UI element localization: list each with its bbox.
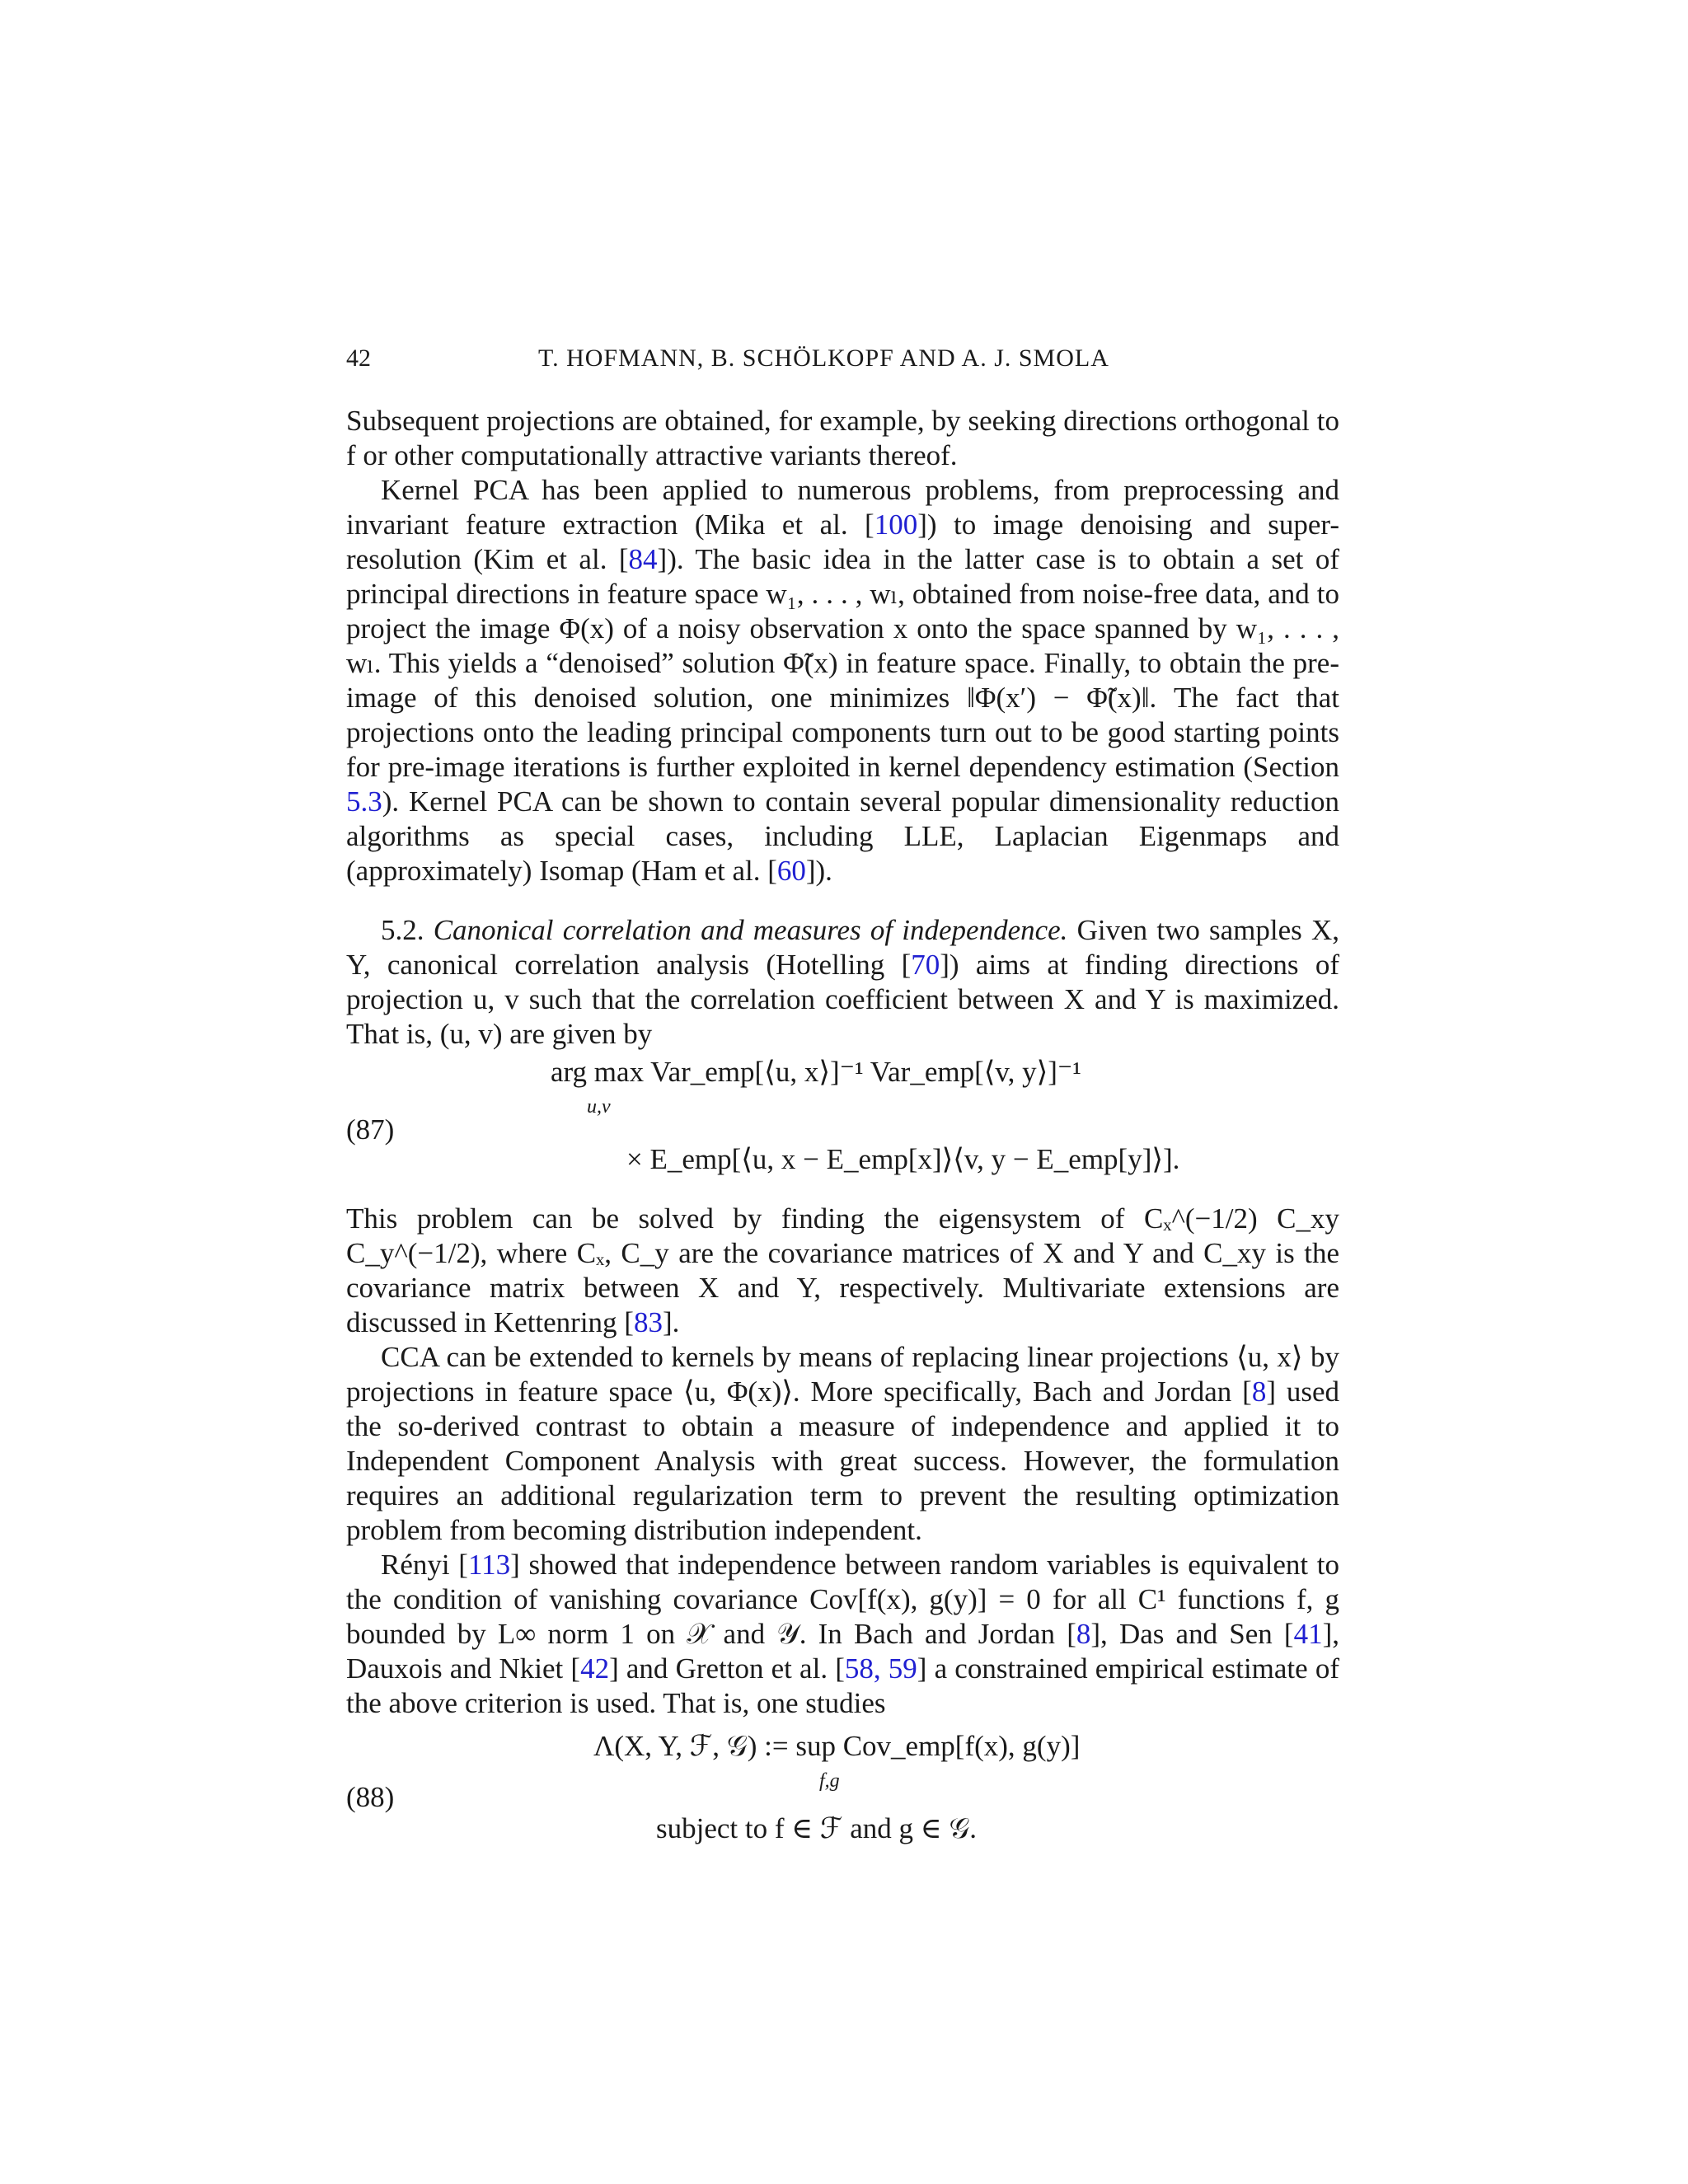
citation-link[interactable]: 41 [1293,1618,1323,1650]
text-span: ] used the so-derived contrast to obtain a measure of independence and applied it to Independent Component Analysis with great success. However, the formulation requires an additional regularization term to prevent the resulting optimization problem from becoming distribution independent. [346,1376,1340,1546]
citation-link[interactable]: 58, 59 [844,1652,917,1685]
text-span: ] and Gretton et al. [ [609,1652,845,1685]
citation-link[interactable]: 83 [633,1306,663,1338]
equation-line-1: Λ(X, Y, ℱ, 𝒢) := sup Cov_emp[f(x), g(y)] [593,1730,1081,1762]
citation-link[interactable]: 60 [776,855,806,887]
page-number: 42 [346,344,371,372]
citation-link[interactable]: 100 [874,509,918,541]
text-span: ]). The basic idea in the latter case is to obtain a set of principal directions in feature space w₁, . . . , wₗ, obtained from noise-free data, and to project the image Φ(x) of a noisy observation x onto the space spanned by w₁, . . . , wₗ. This yields a “denoised” solution Φ̃(x) in feature space. Finally, to obtain the pre-image of this denoised solution, one minimizes ‖Φ(x′) − Φ̃(x)‖. The fact that projections onto the leading principal components turn out to be good starting points for pre-image iterations is further exploited in kernel dependency estimation (Section [346,543,1339,783]
text-span: ]). [805,855,832,887]
text-span: ] a constrained empirical estimate of the above criterion is used. That is, one studies [346,1652,1340,1719]
equation-subscript: u,v [587,1096,611,1118]
text-span: ] showed that independence between random variables is equivalent to the condition of vanishing covariance Cov[f(x), g(y)] = 0 for all C¹ functions f, g bounded by L∞ norm 1 on 𝒳 and 𝒴. In Bach and Jordan [ [346,1549,1339,1650]
text-span: ). Kernel PCA can be shown to contain several popular dimensionality reduction algorithms as special cases, including LLE, Laplacian Eigenmaps and (approximately) Isomap (Ham et al. [ [346,785,1339,887]
text-span: ], Das and Sen [ [1090,1618,1294,1650]
text-span: Given two samples X, Y, canonical correlation analysis (Hotelling [ [346,914,1339,981]
section-link[interactable]: 5.3 [346,785,382,818]
section-title: Canonical correlation and measures of independence. [433,914,1068,946]
text-span: ]) to image denoising and super-resolution (Kim et al. [ [346,509,1339,575]
page-header [346,344,1339,377]
equation-88 [346,1729,1339,1853]
text-span: Kernel PCA has been applied to numerous problems, from preprocessing and invariant feature extraction (Mika et al. [ [346,474,1339,541]
paragraph-subsequent-projections: Subsequent projections are obtained, for example, by seeking directions orthogonal to f or other computationally attractive variants thereof. [346,405,1339,471]
text-span: Rényi [ [381,1549,468,1581]
citation-link[interactable]: 42 [580,1652,610,1685]
equation-number: (88) [346,1781,395,1813]
text-span: CCA can be extended to kernels by means of replacing linear projections ⟨u, x⟩ by projections in feature space ⟨u, Φ(x)⟩. More specifically, Bach and Jordan [ [346,1341,1339,1408]
paragraph-kernel-pca [346,473,1339,888]
text-span: This problem can be solved by finding the eigensystem of Cₓ^(−1/2) C_xy C_y^(−1/2), where Cₓ, C_y are the covariance matrices of X and Y and C_xy is the covariance matrix between X and Y, respectively. Multivariate extensions are discussed in Kettenring [ [346,1202,1339,1338]
body-text [346,404,1339,1858]
text-span: ], Dauxois and Nkiet [ [346,1618,1339,1685]
paragraph-cca-kernels [346,1340,1339,1548]
paragraph-eigensystem [346,1202,1339,1340]
citation-link[interactable]: 113 [467,1549,511,1581]
equation-87 [346,1055,1339,1197]
equation-line-2: subject to f ∈ ℱ and g ∈ 𝒢. [656,1812,978,1844]
citation-link[interactable]: 84 [628,543,658,575]
paragraph-renyi [346,1548,1339,1721]
text-span: ]. [662,1306,680,1338]
citation-link[interactable]: 8 [1251,1376,1267,1408]
section-number: 5.2. [381,914,424,946]
equation-subscript: f,g [819,1770,840,1792]
paragraph-section-5-2 [346,913,1339,1052]
citation-link[interactable]: 8 [1076,1618,1091,1650]
text-span: ]) aims at finding directions of projection u, v such that the correlation coefficient between X and Y is maximized. That is, (u, v) are given by [346,949,1340,1050]
running-head: T. HOFMANN, B. SCHÖLKOPF AND A. J. SMOLA [538,344,1109,372]
equation-number: (87) [346,1113,395,1146]
equation-line-2: × E_emp[⟨u, x − E_emp[x]⟩⟨v, y − E_emp[y]⟩]. [626,1143,1180,1175]
equation-line-1: arg max Var_emp[⟨u, x⟩]⁻¹ Var_emp[⟨v, y⟩]⁻¹ [551,1056,1081,1088]
citation-link[interactable]: 70 [911,949,940,981]
